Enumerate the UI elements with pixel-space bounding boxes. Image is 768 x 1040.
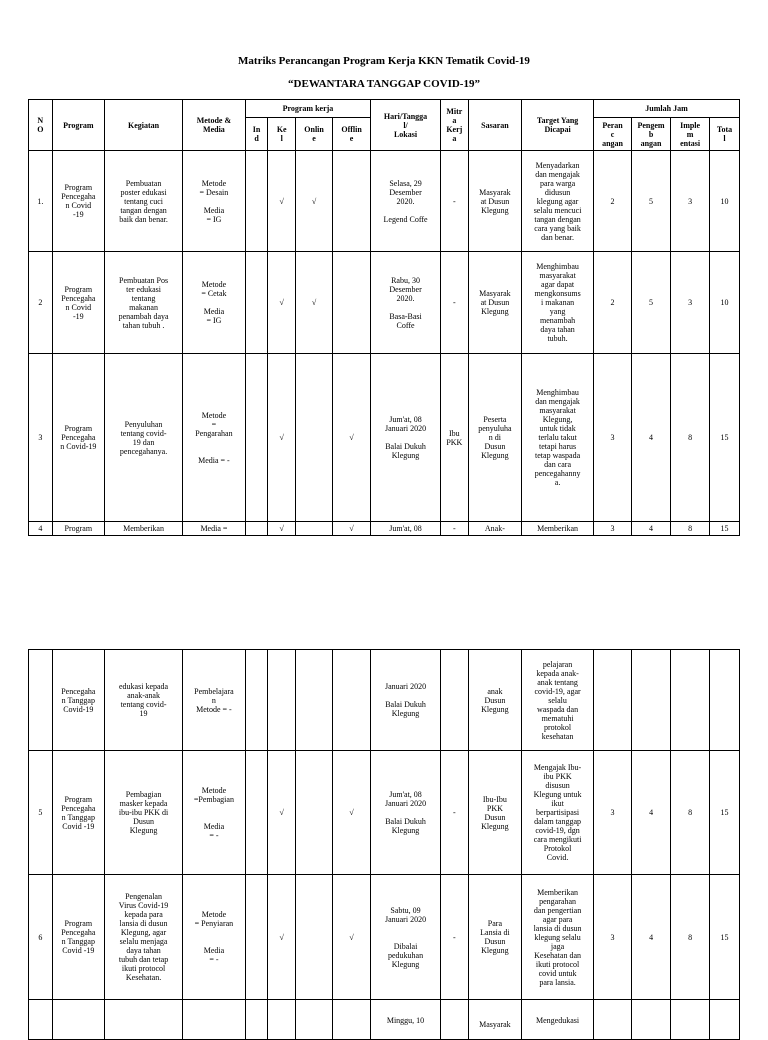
header-no: N O [29, 100, 53, 151]
cell-pengembangan: 4 [632, 522, 671, 536]
header-ind: In d [245, 118, 268, 151]
cell-kegiatan: Pengenalan Virus Covid-19 kepada para lansia di dusun Klegung, agar selalu menjaga daya tahan tubuh dan tetap ikuti protocol Kesehatan. [105, 875, 183, 1000]
table-row [29, 1000, 740, 1040]
cell-target: Mengedukasi [522, 1000, 594, 1040]
cell-offline-check: √ [333, 875, 371, 1000]
cell-hari: Sabtu, 09 Januari 2020 Dibalai pedukuhan Klegung [371, 875, 441, 1000]
cell-offline-check [333, 151, 371, 252]
cell-kel-check: √ [268, 252, 296, 354]
cell-sasaran: Masyarak at Dusun Klegung [468, 252, 521, 354]
cell-metode [183, 1000, 246, 1040]
cell-sasaran: Masyarak at Dusun Klegung [468, 151, 521, 252]
cell-pengembangan: 4 [632, 354, 671, 522]
cell-program: Program Pencegaha n Tanggap Covid -19 [52, 875, 104, 1000]
cell-ind [245, 1000, 268, 1040]
cell-ind [245, 751, 268, 875]
cell-total: 10 [710, 151, 740, 252]
header-online: Onlin e [296, 118, 333, 151]
cell-total: 15 [710, 751, 740, 875]
cell-mitra: - [440, 151, 468, 252]
header-total: Tota l [710, 118, 740, 151]
header-sasaran: Sasaran [468, 100, 521, 151]
cell-total: 15 [710, 522, 740, 536]
cell-metode: Metode = Penyiaran Media = - [183, 875, 246, 1000]
cell-online-check: √ [296, 252, 333, 354]
cell-pengembangan: 5 [632, 252, 671, 354]
cell-ind [245, 522, 268, 536]
cell-implementasi: 8 [671, 354, 710, 522]
cell-mitra: - [440, 252, 468, 354]
table-row [29, 151, 740, 252]
cell-target: Memberikan [522, 522, 594, 536]
cell-online-check [296, 1000, 333, 1040]
cell-pengembangan [632, 650, 671, 751]
cell-online-check [296, 650, 333, 751]
cell-no: 1. [29, 151, 53, 252]
cell-online-check [296, 751, 333, 875]
cell-hari: Minggu, 10 [371, 1000, 441, 1040]
cell-total [710, 1000, 740, 1040]
cell-total: 15 [710, 354, 740, 522]
cell-target: Mengajak Ibu- ibu PKK disusun Klegung untuk ikut berpartisipasi dalam tanggap covid-19, dgn cara mengikuti Protokol Covid. [522, 751, 594, 875]
cell-metode: Media = [183, 522, 246, 536]
cell-perancangan [594, 1000, 632, 1040]
cell-ind [245, 151, 268, 252]
cell-offline-check: √ [333, 522, 371, 536]
cell-total: 10 [710, 252, 740, 354]
cell-sasaran: Anak- [468, 522, 521, 536]
header-hari: Hari/Tangga l/ Lokasi [371, 100, 441, 151]
cell-program [52, 1000, 104, 1040]
cell-implementasi [671, 1000, 710, 1040]
cell-kel-check: √ [268, 151, 296, 252]
cell-perancangan: 2 [594, 151, 632, 252]
header-jumlah-jam: Jumlah Jam [594, 100, 740, 118]
cell-kel-check: √ [268, 875, 296, 1000]
cell-online-check [296, 875, 333, 1000]
cell-sasaran: Ibu-Ibu PKK Dusun Klegung [468, 751, 521, 875]
header-program-kerja: Program kerja [245, 100, 370, 118]
cell-pengembangan: 4 [632, 875, 671, 1000]
cell-metode: Metode = Pengarahan Media = - [183, 354, 246, 522]
program-matrix-table [28, 99, 740, 536]
cell-target: Menghimbau dan mengajak masyarakat Klegung, untuk tidak terlalu takut tetapi harus tetap waspada dan cara pencegahanny a. [522, 354, 594, 522]
cell-hari: Jum'at, 08 Januari 2020 Balai Dukuh Klegung [371, 751, 441, 875]
cell-no [29, 1000, 53, 1040]
cell-offline-check: √ [333, 354, 371, 522]
cell-metode: Metode =Pembagian Media = - [183, 751, 246, 875]
cell-mitra: - [440, 875, 468, 1000]
cell-perancangan [594, 650, 632, 751]
cell-mitra: Ibu PKK [440, 354, 468, 522]
cell-offline-check [333, 252, 371, 354]
cell-program: Program [52, 522, 104, 536]
cell-no: 5 [29, 751, 53, 875]
header-perancangan: Peran c angan [594, 118, 632, 151]
cell-perancangan: 3 [594, 522, 632, 536]
cell-no: 3 [29, 354, 53, 522]
cell-program: Pencegaha n Tanggap Covid-19 [52, 650, 104, 751]
cell-target: Menghimbau masyarakat agar dapat mengkonsums i makanan yang menambah daya tahan tubuh. [522, 252, 594, 354]
cell-ind [245, 650, 268, 751]
cell-kegiatan: Pembuatan Pos ter edukasi tentang makanan penambah daya tahan tubuh . [105, 252, 183, 354]
cell-no: 4 [29, 522, 53, 536]
cell-implementasi [671, 650, 710, 751]
cell-ind [245, 354, 268, 522]
cell-hari: Jum'at, 08 Januari 2020 Balai Dukuh Klegung [371, 354, 441, 522]
cell-total [710, 650, 740, 751]
cell-metode: Metode = Desain Media = IG [183, 151, 246, 252]
header-kegiatan: Kegiatan [105, 100, 183, 151]
cell-online-check [296, 522, 333, 536]
cell-kegiatan: Pembuatan poster edukasi tentang cuci tangan dengan baik dan benar. [105, 151, 183, 252]
cell-online-check [296, 354, 333, 522]
cell-offline-check [333, 650, 371, 751]
cell-target: Memberikan pengarahan dan pengertian agar para lansia di dusun klegung selalu jaga Kesehatan dan ikuti protocol covid untuk para lansia. [522, 875, 594, 1000]
cell-no: 2 [29, 252, 53, 354]
header-metode: Metode & Media [183, 100, 246, 151]
document-title: Matriks Perancangan Program Kerja KKN Tematik Covid-19 [238, 55, 530, 67]
cell-offline-check: √ [333, 751, 371, 875]
program-matrix-table-continued [28, 649, 740, 1040]
cell-program: Program Pencegaha n Covid-19 [52, 354, 104, 522]
cell-hari: Selasa, 29 Desember 2020. Legend Coffe [371, 151, 441, 252]
cell-mitra [440, 650, 468, 751]
cell-total: 15 [710, 875, 740, 1000]
cell-metode: Pembelajara n Metode = - [183, 650, 246, 751]
header-implementasi: Imple m entasi [671, 118, 710, 151]
cell-program: Program Pencegaha n Tanggap Covid -19 [52, 751, 104, 875]
cell-sasaran: anak Dusun Klegung [468, 650, 521, 751]
table-row [29, 650, 740, 751]
cell-pengembangan [632, 1000, 671, 1040]
header-offline: Offlin e [333, 118, 371, 151]
header-pengembangan: Pengem b angan [632, 118, 671, 151]
header-target: Target Yang Dicapai [522, 100, 594, 151]
cell-kel-check: √ [268, 751, 296, 875]
cell-pengembangan: 4 [632, 751, 671, 875]
cell-kel-check: √ [268, 522, 296, 536]
cell-mitra [440, 1000, 468, 1040]
cell-implementasi: 8 [671, 522, 710, 536]
header-mitra: Mitr a Kerj a [440, 100, 468, 151]
document-subtitle: “DEWANTARA TANGGAP COVID-19” [288, 78, 480, 90]
cell-kel-check [268, 1000, 296, 1040]
cell-kegiatan: edukasi kepada anak-anak tentang covid- 19 [105, 650, 183, 751]
cell-kel-check [268, 650, 296, 751]
cell-kel-check: √ [268, 354, 296, 522]
document-page-2 [0, 600, 768, 1029]
cell-ind [245, 252, 268, 354]
cell-mitra: - [440, 751, 468, 875]
header-kel: Ke l [268, 118, 296, 151]
table-row [29, 252, 740, 354]
table-row [29, 354, 740, 522]
cell-hari: Rabu, 30 Desember 2020. Basa-Basi Coffe [371, 252, 441, 354]
cell-program: Program Pencegaha n Covid -19 [52, 252, 104, 354]
cell-kegiatan: Penyuluhan tentang covid- 19 dan pencegahanya. [105, 354, 183, 522]
cell-implementasi: 3 [671, 252, 710, 354]
cell-program: Program Pencegaha n Covid -19 [52, 151, 104, 252]
cell-target: Menyadarkan dan mengajak para warga didusun klegung agar selalu mencuci tangan dengan cara yang baik dan benar. [522, 151, 594, 252]
cell-implementasi: 8 [671, 751, 710, 875]
cell-hari: Januari 2020 Balai Dukuh Klegung [371, 650, 441, 751]
cell-target: pelajaran kepada anak- anak tentang covid-19, agar selalu waspada dan mematuhi protokol kesehatan [522, 650, 594, 751]
table-row [29, 751, 740, 875]
cell-mitra: - [440, 522, 468, 536]
cell-sasaran: Masyarak [468, 1000, 521, 1040]
cell-kegiatan: Pembagian masker kepada ibu-ibu PKK di Dusun Klegung [105, 751, 183, 875]
table-row [29, 875, 740, 1000]
cell-sasaran: Para Lansia di Dusun Klegung [468, 875, 521, 1000]
cell-implementasi: 8 [671, 875, 710, 1000]
header-program: Program [52, 100, 104, 151]
cell-kegiatan [105, 1000, 183, 1040]
cell-offline-check [333, 1000, 371, 1040]
cell-kegiatan: Memberikan [105, 522, 183, 536]
cell-pengembangan: 5 [632, 151, 671, 252]
cell-perancangan: 3 [594, 354, 632, 522]
cell-perancangan: 3 [594, 875, 632, 1000]
cell-sasaran: Peserta penyuluha n di Dusun Klegung [468, 354, 521, 522]
cell-online-check: √ [296, 151, 333, 252]
cell-metode: Metode = Cetak Media = IG [183, 252, 246, 354]
cell-no: 6 [29, 875, 53, 1000]
table-row [29, 522, 740, 536]
cell-hari: Jum'at, 08 [371, 522, 441, 536]
cell-no [29, 650, 53, 751]
cell-perancangan: 2 [594, 252, 632, 354]
cell-implementasi: 3 [671, 151, 710, 252]
cell-perancangan: 3 [594, 751, 632, 875]
cell-ind [245, 875, 268, 1000]
